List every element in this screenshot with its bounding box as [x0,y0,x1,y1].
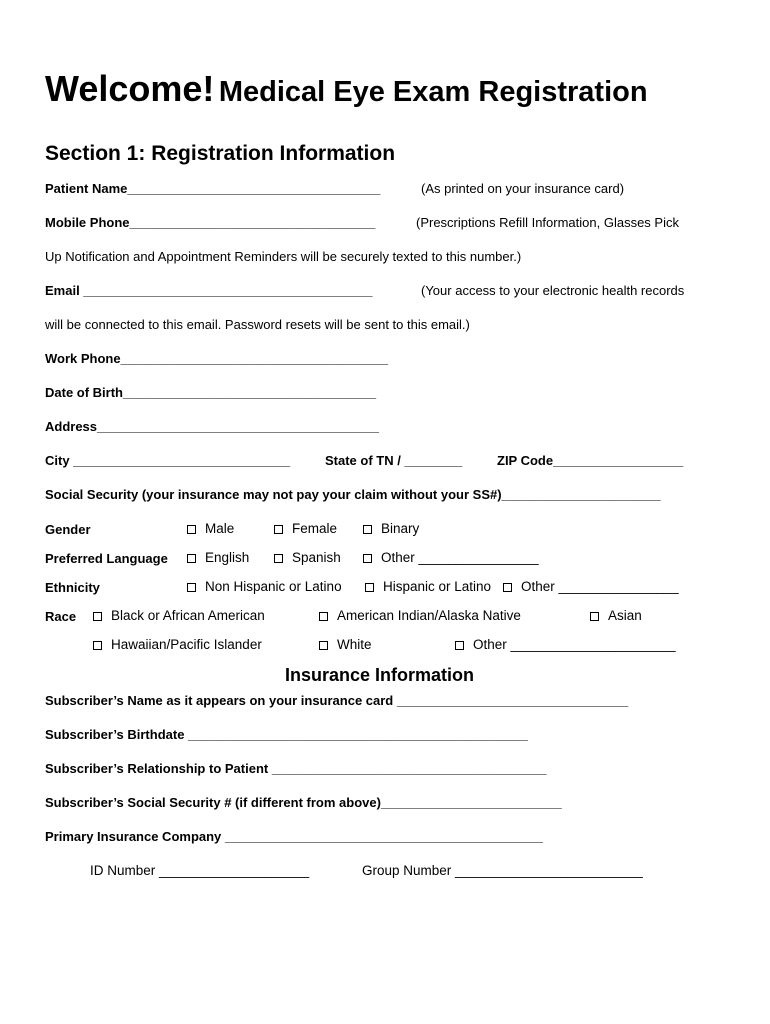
gender-option-female[interactable]: Female [274,521,337,536]
ethnicity-option-hispanic[interactable]: Hispanic or Latino [365,579,491,594]
checkbox-icon[interactable] [319,612,328,621]
checkbox-icon[interactable] [455,641,464,650]
race-option-other[interactable]: Other ______________________ [455,637,676,652]
checkbox-icon[interactable] [93,612,102,621]
subscriber-relationship-field[interactable]: Subscriber’s Relationship to Patient ______________________________________ [45,761,547,776]
work-phone-field[interactable]: Work Phone_____________________________________ [45,351,389,366]
checkbox-icon[interactable] [187,525,196,534]
group-number-field[interactable]: Group Number _________________________ [362,863,643,878]
insurance-heading: Insurance Information [285,665,475,685]
gender-label: Gender [45,522,91,537]
mobile-phone-note-cont: Up Notification and Appointment Reminders will be securely texted to this number.) [45,249,522,264]
city-field[interactable]: City ______________________________ [45,453,291,468]
race-option-american-indian[interactable]: American Indian/Alaska Native [319,608,521,623]
gender-option-male[interactable]: Male [187,521,234,536]
checkbox-icon[interactable] [93,641,102,650]
checkbox-icon[interactable] [187,583,196,592]
title-rest: Medical Eye Exam Registration [218,76,648,108]
mobile-phone-note: (Prescriptions Refill Information, Glasses Pick [416,215,679,230]
email-field[interactable]: Email ________________________________________ [45,283,373,298]
checkbox-icon[interactable] [590,612,599,621]
checkbox-icon[interactable] [365,583,374,592]
address-field[interactable]: Address_______________________________________ [45,419,379,434]
primary-insurance-company-field[interactable]: Primary Insurance Company ____________________________________________ [45,829,544,844]
title-welcome: Welcome! [45,68,215,109]
race-label: Race [45,609,77,624]
email-note-cont: will be connected to this email. Password resets will be sent to this email.) [45,317,470,332]
checkbox-icon[interactable] [503,583,512,592]
subscriber-name-field[interactable]: Subscriber’s Name as it appears on your insurance card ________________________________ [45,693,629,708]
ethnicity-label: Ethnicity [45,580,100,595]
subscriber-ssn-field[interactable]: Subscriber’s Social Security # (if different from above)_________________________ [45,795,562,810]
language-option-spanish[interactable]: Spanish [274,550,341,565]
patient-name-field[interactable]: Patient Name___________________________________ [45,181,381,196]
section1-heading: Section 1: Registration Information [45,142,396,165]
language-option-english[interactable]: English [187,550,249,565]
language-label: Preferred Language [45,551,168,566]
checkbox-icon[interactable] [363,554,372,563]
ethnicity-option-non-hispanic[interactable]: Non Hispanic or Latino [187,579,342,594]
race-option-black[interactable]: Black or African American [93,608,265,623]
checkbox-icon[interactable] [274,525,283,534]
email-note: (Your access to your electronic health records [421,283,685,298]
race-option-hawaiian[interactable]: Hawaiian/Pacific Islander [93,637,262,652]
ethnicity-option-other[interactable]: Other ________________ [503,579,679,594]
subscriber-birthdate-field[interactable]: Subscriber’s Birthdate _______________________________________________ [45,727,528,742]
checkbox-icon[interactable] [319,641,328,650]
checkbox-icon[interactable] [274,554,283,563]
checkbox-icon[interactable] [187,554,196,563]
gender-option-binary[interactable]: Binary [363,521,419,536]
state-field[interactable]: State of TN / ________ [325,453,463,468]
race-option-white[interactable]: White [319,637,372,652]
language-option-other[interactable]: Other ________________ [363,550,539,565]
id-number-field[interactable]: ID Number ____________________ [90,863,310,878]
race-option-asian[interactable]: Asian [590,608,642,623]
page-title [45,68,648,110]
zip-field[interactable]: ZIP Code__________________ [497,453,684,468]
ssn-field[interactable]: Social Security (your insurance may not pay your claim without your SS#)______________________ [45,487,661,502]
checkbox-icon[interactable] [363,525,372,534]
patient-name-note: (As printed on your insurance card) [421,181,625,196]
date-of-birth-field[interactable]: Date of Birth___________________________________ [45,385,377,400]
mobile-phone-field[interactable]: Mobile Phone__________________________________ [45,215,376,230]
